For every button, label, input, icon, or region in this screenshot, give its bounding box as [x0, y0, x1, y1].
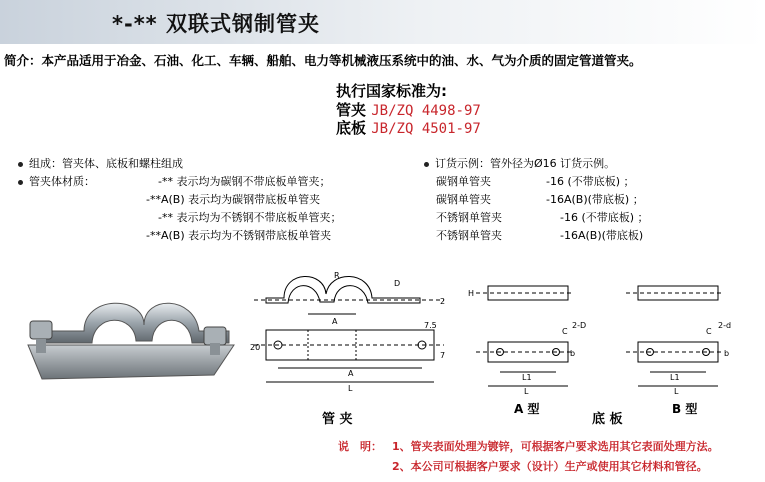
dim-a: A — [348, 369, 354, 378]
order-item-name: 不锈钢单管夹 — [436, 211, 502, 224]
order-item-name: 碳钢单管夹 — [436, 193, 491, 206]
dim-b: b — [570, 349, 576, 358]
page-title: *-** 双联式钢制管夹 — [112, 12, 320, 36]
order-item-name: 不锈钢单管夹 — [436, 229, 502, 242]
order-item-code: -16 (不带底板) ； — [560, 211, 649, 224]
order-item-code: -16 (不带底板) ； — [546, 175, 635, 188]
dim-l1-b: L1 — [670, 373, 680, 382]
plate-caption: 底 板 — [592, 412, 623, 427]
dim-c-b: C — [706, 327, 712, 336]
material-line: -**A(B) 表示均为碳钢带底板单管夹 — [146, 193, 321, 206]
standard-code: JB/ZQ 4501-97 — [371, 121, 481, 137]
standard-row — [336, 117, 481, 138]
product-photo — [14, 275, 244, 405]
dim-l: L — [348, 384, 353, 393]
title-banner — [0, 0, 765, 44]
material-line: -** 表示均为碳钢不带底板单管夹； — [158, 175, 331, 188]
dim-7-5: 7.5 — [424, 321, 437, 330]
material-line: -**A(B) 表示均为不锈钢带底板单管夹 — [146, 229, 332, 242]
material-label-line — [18, 173, 95, 189]
bullet-icon — [18, 180, 23, 185]
note-item: 1、管夹表面处理为镀锌，可根据客户要求选用其它表面处理方法。 — [392, 440, 719, 453]
dim-20: 20 — [250, 343, 261, 352]
dim-r: R — [334, 271, 340, 280]
dim-7: 7 — [440, 351, 446, 360]
dim-d: D — [394, 279, 401, 288]
dim-c: C — [562, 327, 568, 336]
intro-text: 简介：本产品适用于冶金、石油、化工、车辆、船舶、电力等机械液压系统中的油、水、气为介质的固定管道管夹。 — [4, 53, 642, 68]
clamp-drawing — [244, 258, 454, 408]
dim-l-plate: L — [524, 387, 529, 396]
type-b-label: B 型 — [672, 402, 698, 416]
order-item-name: 碳钢单管夹 — [436, 175, 491, 188]
note-item: 2、本公司可根据客户要求（设计）生产或使用其它材料和管径。 — [392, 460, 708, 473]
material-line: -** 表示均为不锈钢不带底板单管夹； — [158, 211, 342, 224]
dim-2: 2 — [440, 297, 446, 306]
dim-b-b: b — [724, 349, 730, 358]
plate-drawing-a — [466, 276, 587, 406]
dim-a-top: A — [332, 317, 338, 326]
order-item-code: -16A(B)(带底板) — [560, 229, 644, 242]
plate-drawing-b — [620, 276, 740, 406]
standard-heading: 执行国家标准为: — [336, 82, 447, 100]
standard-label: 管夹 — [336, 101, 367, 119]
dim-2d: 2-D — [572, 321, 587, 330]
bullet-icon — [424, 162, 429, 167]
clamp-caption: 管 夹 — [322, 412, 353, 427]
standard-label: 底板 — [336, 119, 367, 137]
dim-l1: L1 — [522, 373, 532, 382]
bullet-icon — [18, 162, 23, 167]
composition-line — [18, 155, 183, 171]
type-a-label: A 型 — [514, 402, 540, 416]
notes-label: 说 明： — [338, 440, 382, 453]
composition-text: 组成：管夹体、底板和螺柱组成 — [29, 157, 183, 170]
order-item-code: -16A(B)(带底板) ； — [546, 193, 644, 206]
dim-2d-b: 2-d — [718, 321, 732, 330]
dim-h: H — [468, 289, 475, 298]
order-heading: 订货示例：管外径为Ø16 订货示例。 — [435, 157, 616, 170]
standard-code: JB/ZQ 4498-97 — [371, 103, 481, 119]
material-label: 管夹体材质： — [29, 175, 95, 188]
dim-l-plate-b: L — [674, 387, 679, 396]
order-heading-line — [424, 155, 615, 171]
